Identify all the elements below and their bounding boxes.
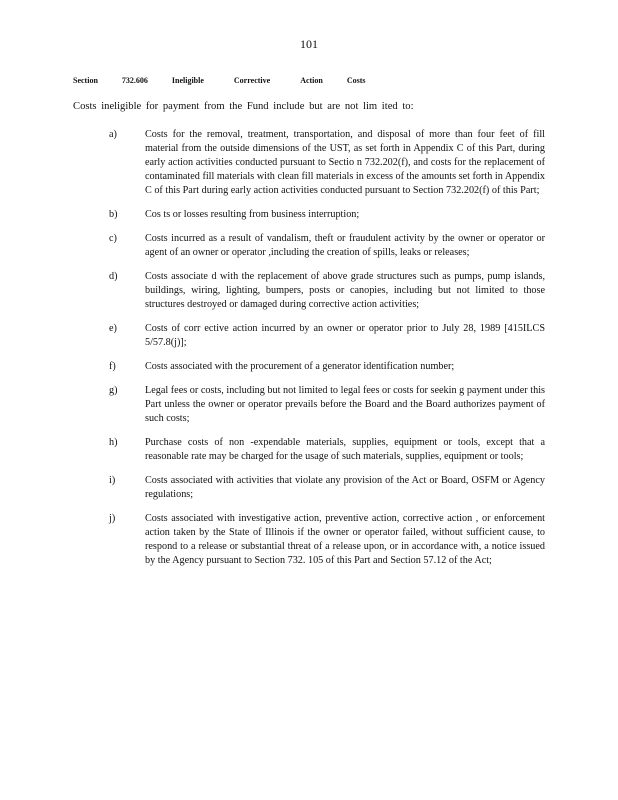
list-item-e <box>0 322 618 350</box>
section-title-word-2: Corrective <box>233 76 271 85</box>
section-word: Section <box>73 76 98 85</box>
list-item-a <box>0 128 618 198</box>
section-title-word-4: Costs <box>346 76 366 85</box>
list-item-text: Costs associated with the procurement of a generator identification number; <box>145 361 455 372</box>
list-item-f <box>0 360 618 374</box>
list-item-label: j) <box>109 513 116 524</box>
list-item-label: e) <box>109 323 117 334</box>
list-item-c <box>0 232 618 260</box>
intro-paragraph: Costs ineligible for payment from the Fund include but are not lim ited to: <box>73 101 414 112</box>
list-item-label: h) <box>109 437 118 448</box>
list-item-label: i) <box>109 475 116 486</box>
list-item-d <box>0 270 618 312</box>
list-item-text: Costs associated with investigative action, preventive action, corrective action , or enforcement action taken by the State of Illinois if the owner or operator failed, without sufficient cause, to respond to a release or substantial threat of a release upon, or in accordance with, a notice issued by the Agency pursuant to Section 732. 105 of this Part and Section 57.12 of the Act; <box>145 513 545 566</box>
list-item-i <box>0 474 618 502</box>
list-item-text: Costs associate d with the replacement of above grade structures such as pumps, pump islands, buildings, wiring, lighting, bumpers, posts or canopies, including but not limited to those structures destroyed or damaged during corrective action activities; <box>145 271 545 310</box>
list-item-h <box>0 436 618 464</box>
list-item-label: f) <box>109 361 116 372</box>
page-number: 101 <box>300 37 318 51</box>
section-number: 732.606 <box>121 76 148 85</box>
list-item-label: a) <box>109 129 117 140</box>
list-item-text: Legal fees or costs, including but not limited to legal fees or costs for seekin g payment under this Part unless the owner or operator prevails before the Board and the Board authorizes payment of such costs; <box>145 385 545 424</box>
list-item-label: b) <box>109 209 118 220</box>
section-heading <box>73 76 366 85</box>
list-item-j <box>0 512 618 568</box>
list-item-label: d) <box>109 271 118 282</box>
list-item-text: Costs of corr ective action incurred by an owner or operator prior to July 28, 1989 [415ILCS 5/57.8(j)]; <box>145 323 545 348</box>
section-title-word-1: Ineligible <box>171 76 204 85</box>
list-item-label: c) <box>109 233 117 244</box>
list-item-text: Costs associated with activities that violate any provision of the Act or Board, OSFM or Agency regulations; <box>145 475 545 500</box>
list-item-text: Cos ts or losses resulting from business interruption; <box>145 209 360 220</box>
section-title-word-3: Action <box>300 76 323 85</box>
list-item-text: Costs incurred as a result of vandalism, theft or fraudulent activity by the owner or operator or agent of an owner or operator ,including the creation of spills, leaks or releases; <box>145 233 545 258</box>
list-item-text: Costs for the removal, treatment, transportation, and disposal of more than four feet of fill material from the outside dimensions of the UST, as set forth in Appendix C of this Part, during early action activities conducted pursuant to Sectio n 732.202(f), and costs for the replacement of contaminated fill materials with clean fill materials in excess of the amounts set forth in Appendix C of this Part during early action activities conducted pursuant to Section 732.202(f) of this Part; <box>145 129 545 196</box>
list-item-label: g) <box>109 385 118 396</box>
ineligible-costs-list <box>0 128 618 578</box>
list-item-g <box>0 384 618 426</box>
list-item-text: Purchase costs of non -expendable materials, supplies, equipment or tools, except that a reasonable rate may be charged for the usage of such materials, supplies, equipment or tools; <box>145 437 545 462</box>
list-item-b <box>0 208 618 222</box>
